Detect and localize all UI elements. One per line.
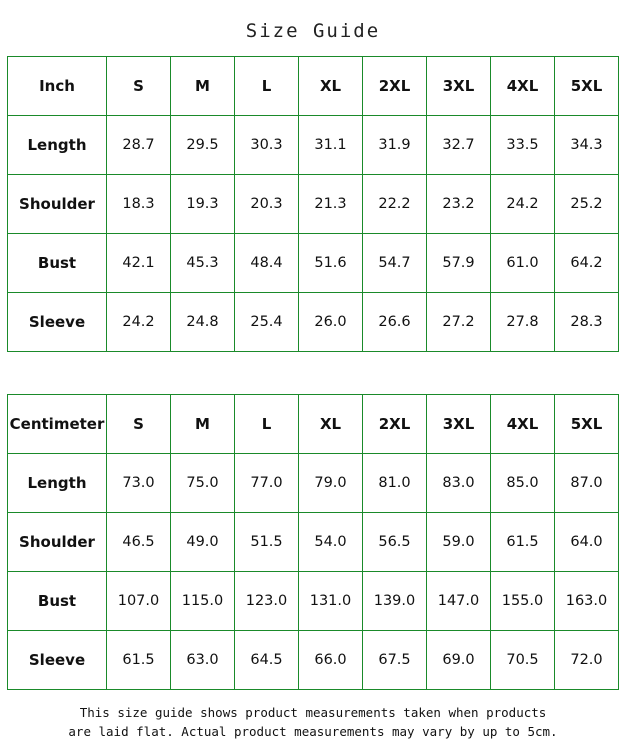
measurement-label-cell: Length <box>8 116 107 175</box>
size-header-cell: 2XL <box>363 57 427 116</box>
size-header-cell: S <box>107 395 171 454</box>
measurement-value-cell: 147.0 <box>427 572 491 631</box>
measurement-value-cell: 25.4 <box>235 293 299 352</box>
measurement-value-cell: 107.0 <box>107 572 171 631</box>
measurement-label-cell: Sleeve <box>8 631 107 690</box>
measurement-value-cell: 45.3 <box>171 234 235 293</box>
measurement-value-cell: 70.5 <box>491 631 555 690</box>
measurement-value-cell: 46.5 <box>107 513 171 572</box>
measurement-value-cell: 26.6 <box>363 293 427 352</box>
measurement-value-cell: 63.0 <box>171 631 235 690</box>
measurement-label-cell: Bust <box>8 234 107 293</box>
measurement-value-cell: 24.2 <box>491 175 555 234</box>
size-header-cell: XL <box>299 57 363 116</box>
table-row <box>8 513 619 572</box>
measurement-value-cell: 131.0 <box>299 572 363 631</box>
unit-label-cell: Centimeter <box>8 395 107 454</box>
measurement-value-cell: 48.4 <box>235 234 299 293</box>
table-row <box>8 116 619 175</box>
size-table-inch <box>7 56 619 352</box>
measurement-value-cell: 51.5 <box>235 513 299 572</box>
measurement-value-cell: 54.7 <box>363 234 427 293</box>
size-header-cell: M <box>171 395 235 454</box>
measurement-value-cell: 54.0 <box>299 513 363 572</box>
measurement-value-cell: 56.5 <box>363 513 427 572</box>
size-header-cell: L <box>235 395 299 454</box>
size-table-inch-body <box>8 57 619 352</box>
measurement-value-cell: 59.0 <box>427 513 491 572</box>
measurement-value-cell: 61.0 <box>491 234 555 293</box>
unit-label-cell: Inch <box>8 57 107 116</box>
measurement-label-cell: Shoulder <box>8 513 107 572</box>
measurement-value-cell: 31.9 <box>363 116 427 175</box>
measurement-value-cell: 67.5 <box>363 631 427 690</box>
table-row <box>8 572 619 631</box>
measurement-value-cell: 123.0 <box>235 572 299 631</box>
size-header-cell: 2XL <box>363 395 427 454</box>
measurement-label-cell: Sleeve <box>8 293 107 352</box>
page-title: Size Guide <box>245 20 381 42</box>
table-row <box>8 175 619 234</box>
measurement-value-cell: 21.3 <box>299 175 363 234</box>
table-row <box>8 631 619 690</box>
measurement-value-cell: 64.2 <box>555 234 619 293</box>
measurement-value-cell: 75.0 <box>171 454 235 513</box>
measurement-label-cell: Length <box>8 454 107 513</box>
size-header-cell: 5XL <box>555 395 619 454</box>
measurement-value-cell: 81.0 <box>363 454 427 513</box>
measurement-value-cell: 79.0 <box>299 454 363 513</box>
measurement-value-cell: 31.1 <box>299 116 363 175</box>
size-header-cell: S <box>107 57 171 116</box>
measurement-value-cell: 32.7 <box>427 116 491 175</box>
footer-line-1: This size guide shows product measurements taken when products <box>79 705 547 720</box>
measurement-value-cell: 66.0 <box>299 631 363 690</box>
measurement-value-cell: 115.0 <box>171 572 235 631</box>
measurement-value-cell: 19.3 <box>171 175 235 234</box>
measurement-value-cell: 49.0 <box>171 513 235 572</box>
table-spacer <box>0 352 626 394</box>
measurement-value-cell: 33.5 <box>491 116 555 175</box>
measurement-value-cell: 64.0 <box>555 513 619 572</box>
measurement-value-cell: 77.0 <box>235 454 299 513</box>
table-header-row <box>8 395 619 454</box>
measurement-value-cell: 69.0 <box>427 631 491 690</box>
size-header-cell: 4XL <box>491 395 555 454</box>
measurement-value-cell: 34.3 <box>555 116 619 175</box>
footer-note <box>0 704 626 742</box>
measurement-value-cell: 85.0 <box>491 454 555 513</box>
measurement-value-cell: 27.8 <box>491 293 555 352</box>
measurement-value-cell: 139.0 <box>363 572 427 631</box>
measurement-value-cell: 61.5 <box>491 513 555 572</box>
measurement-label-cell: Shoulder <box>8 175 107 234</box>
table-row <box>8 293 619 352</box>
measurement-value-cell: 25.2 <box>555 175 619 234</box>
size-header-cell: M <box>171 57 235 116</box>
measurement-value-cell: 57.9 <box>427 234 491 293</box>
measurement-value-cell: 28.7 <box>107 116 171 175</box>
measurement-value-cell: 26.0 <box>299 293 363 352</box>
measurement-value-cell: 87.0 <box>555 454 619 513</box>
size-table-centimeter-body <box>8 395 619 690</box>
size-header-cell: XL <box>299 395 363 454</box>
measurement-value-cell: 83.0 <box>427 454 491 513</box>
measurement-value-cell: 73.0 <box>107 454 171 513</box>
size-table-centimeter <box>7 394 619 690</box>
measurement-value-cell: 155.0 <box>491 572 555 631</box>
measurement-value-cell: 51.6 <box>299 234 363 293</box>
measurement-value-cell: 72.0 <box>555 631 619 690</box>
measurement-value-cell: 28.3 <box>555 293 619 352</box>
measurement-value-cell: 20.3 <box>235 175 299 234</box>
size-header-cell: 3XL <box>427 57 491 116</box>
measurement-value-cell: 22.2 <box>363 175 427 234</box>
footer-line-2: are laid flat. Actual product measurements may vary by up to 5cm. <box>68 723 558 739</box>
table-row <box>8 454 619 513</box>
size-header-cell: 5XL <box>555 57 619 116</box>
measurement-value-cell: 18.3 <box>107 175 171 234</box>
table-header-row <box>8 57 619 116</box>
measurement-value-cell: 29.5 <box>171 116 235 175</box>
size-header-cell: 4XL <box>491 57 555 116</box>
measurement-value-cell: 30.3 <box>235 116 299 175</box>
measurement-value-cell: 23.2 <box>427 175 491 234</box>
measurement-label-cell: Bust <box>8 572 107 631</box>
measurement-value-cell: 42.1 <box>107 234 171 293</box>
measurement-value-cell: 163.0 <box>555 572 619 631</box>
measurement-value-cell: 61.5 <box>107 631 171 690</box>
table-row <box>8 234 619 293</box>
measurement-value-cell: 27.2 <box>427 293 491 352</box>
measurement-value-cell: 24.8 <box>171 293 235 352</box>
size-header-cell: 3XL <box>427 395 491 454</box>
size-header-cell: L <box>235 57 299 116</box>
measurement-value-cell: 64.5 <box>235 631 299 690</box>
measurement-value-cell: 24.2 <box>107 293 171 352</box>
